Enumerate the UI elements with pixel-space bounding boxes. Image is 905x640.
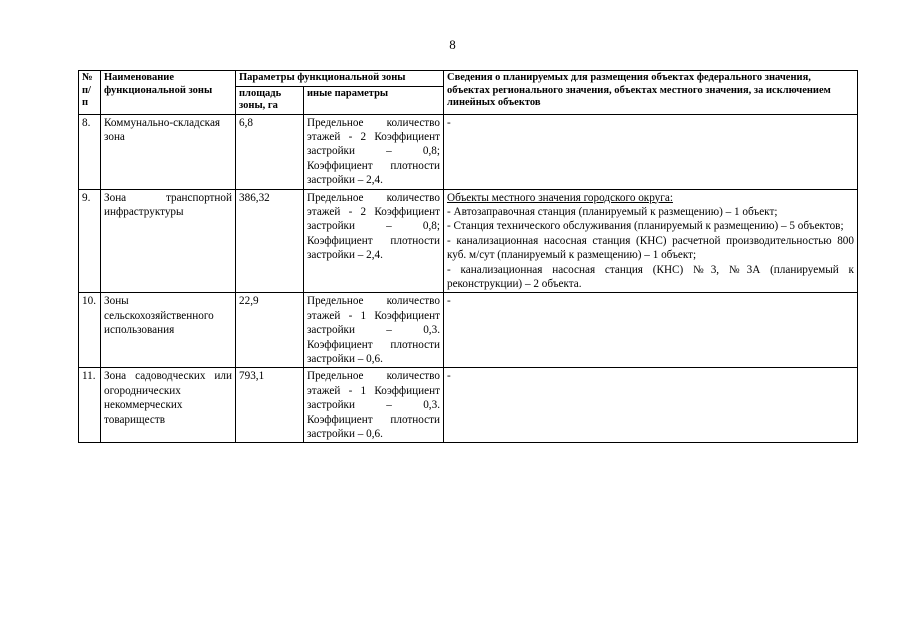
row-num: 8. <box>79 114 101 189</box>
row-num: 10. <box>79 293 101 368</box>
table-row <box>79 368 858 443</box>
info-line: - канализационная насосная станция (КНС) расчетной производительностью 800 куб. м/сут (планируемый к размещению) – 1 объект; <box>447 234 854 262</box>
row-params: Предельное количество этажей - 1 Коэффициент застройки – 0,3. Коэффициент плотности застройки – 0,6. <box>304 368 444 443</box>
row-area: 22,9 <box>236 293 304 368</box>
table-row <box>79 189 858 293</box>
header-info: Сведения о планируемых для размещения объектах федерального значения, объектах регионального значения, объектах местного значения, за исключением линейных объектов <box>444 71 858 115</box>
info-line: - <box>447 370 451 383</box>
row-area: 6,8 <box>236 114 304 189</box>
info-line: - <box>447 295 451 308</box>
row-num: 9. <box>79 189 101 293</box>
row-zone-name: Зоны сельскохозяйственного использования <box>101 293 236 368</box>
row-params: Предельное количество этажей - 2 Коэффициент застройки – 0,8; Коэффициент плотности застройки – 2,4. <box>304 114 444 189</box>
row-zone-name: Коммунально-складская зона <box>101 114 236 189</box>
info-line: - Станция технического обслуживания (планируемый к размещению) – 5 объектов; <box>447 220 844 233</box>
functional-zones-table <box>78 70 858 443</box>
info-line: - канализационная насосная станция (КНС) №3, №3А (планируемый к реконструкции) – 2 объекта. <box>447 263 854 290</box>
row-zone-name: Зона транспортной инфраструктуры <box>101 189 236 293</box>
row-info <box>444 293 858 368</box>
info-title: Объекты местного значения городского округа: <box>447 191 673 204</box>
row-area: 386,32 <box>236 189 304 293</box>
row-info <box>444 189 858 293</box>
table-row <box>79 114 858 189</box>
page-number: 8 <box>449 37 456 52</box>
row-params: Предельное количество этажей - 2 Коэффициент застройки – 0,8; Коэффициент плотности застройки – 2,4. <box>304 189 444 293</box>
header-name: Наименование функциональной зоны <box>101 71 236 115</box>
row-info <box>444 114 858 189</box>
row-num: 11. <box>79 368 101 443</box>
info-line: - Автозаправочная станция (планируемый к размещению) – 1 объект; <box>447 205 778 218</box>
table-row <box>79 293 858 368</box>
row-info <box>444 368 858 443</box>
row-zone-name: Зона садоводческих или огороднических некоммерческих товариществ <box>101 368 236 443</box>
info-line: - <box>447 116 451 129</box>
row-params: Предельное количество этажей - 1 Коэффициент застройки – 0,3. Коэффициент плотности застройки – 0,6. <box>304 293 444 368</box>
header-params-group: Параметры функциональной зоны <box>236 71 444 87</box>
row-area: 793,1 <box>236 368 304 443</box>
header-other-params: иные параметры <box>304 86 444 114</box>
header-num: № п/п <box>79 71 101 115</box>
header-area: площадь зоны, га <box>236 86 304 114</box>
